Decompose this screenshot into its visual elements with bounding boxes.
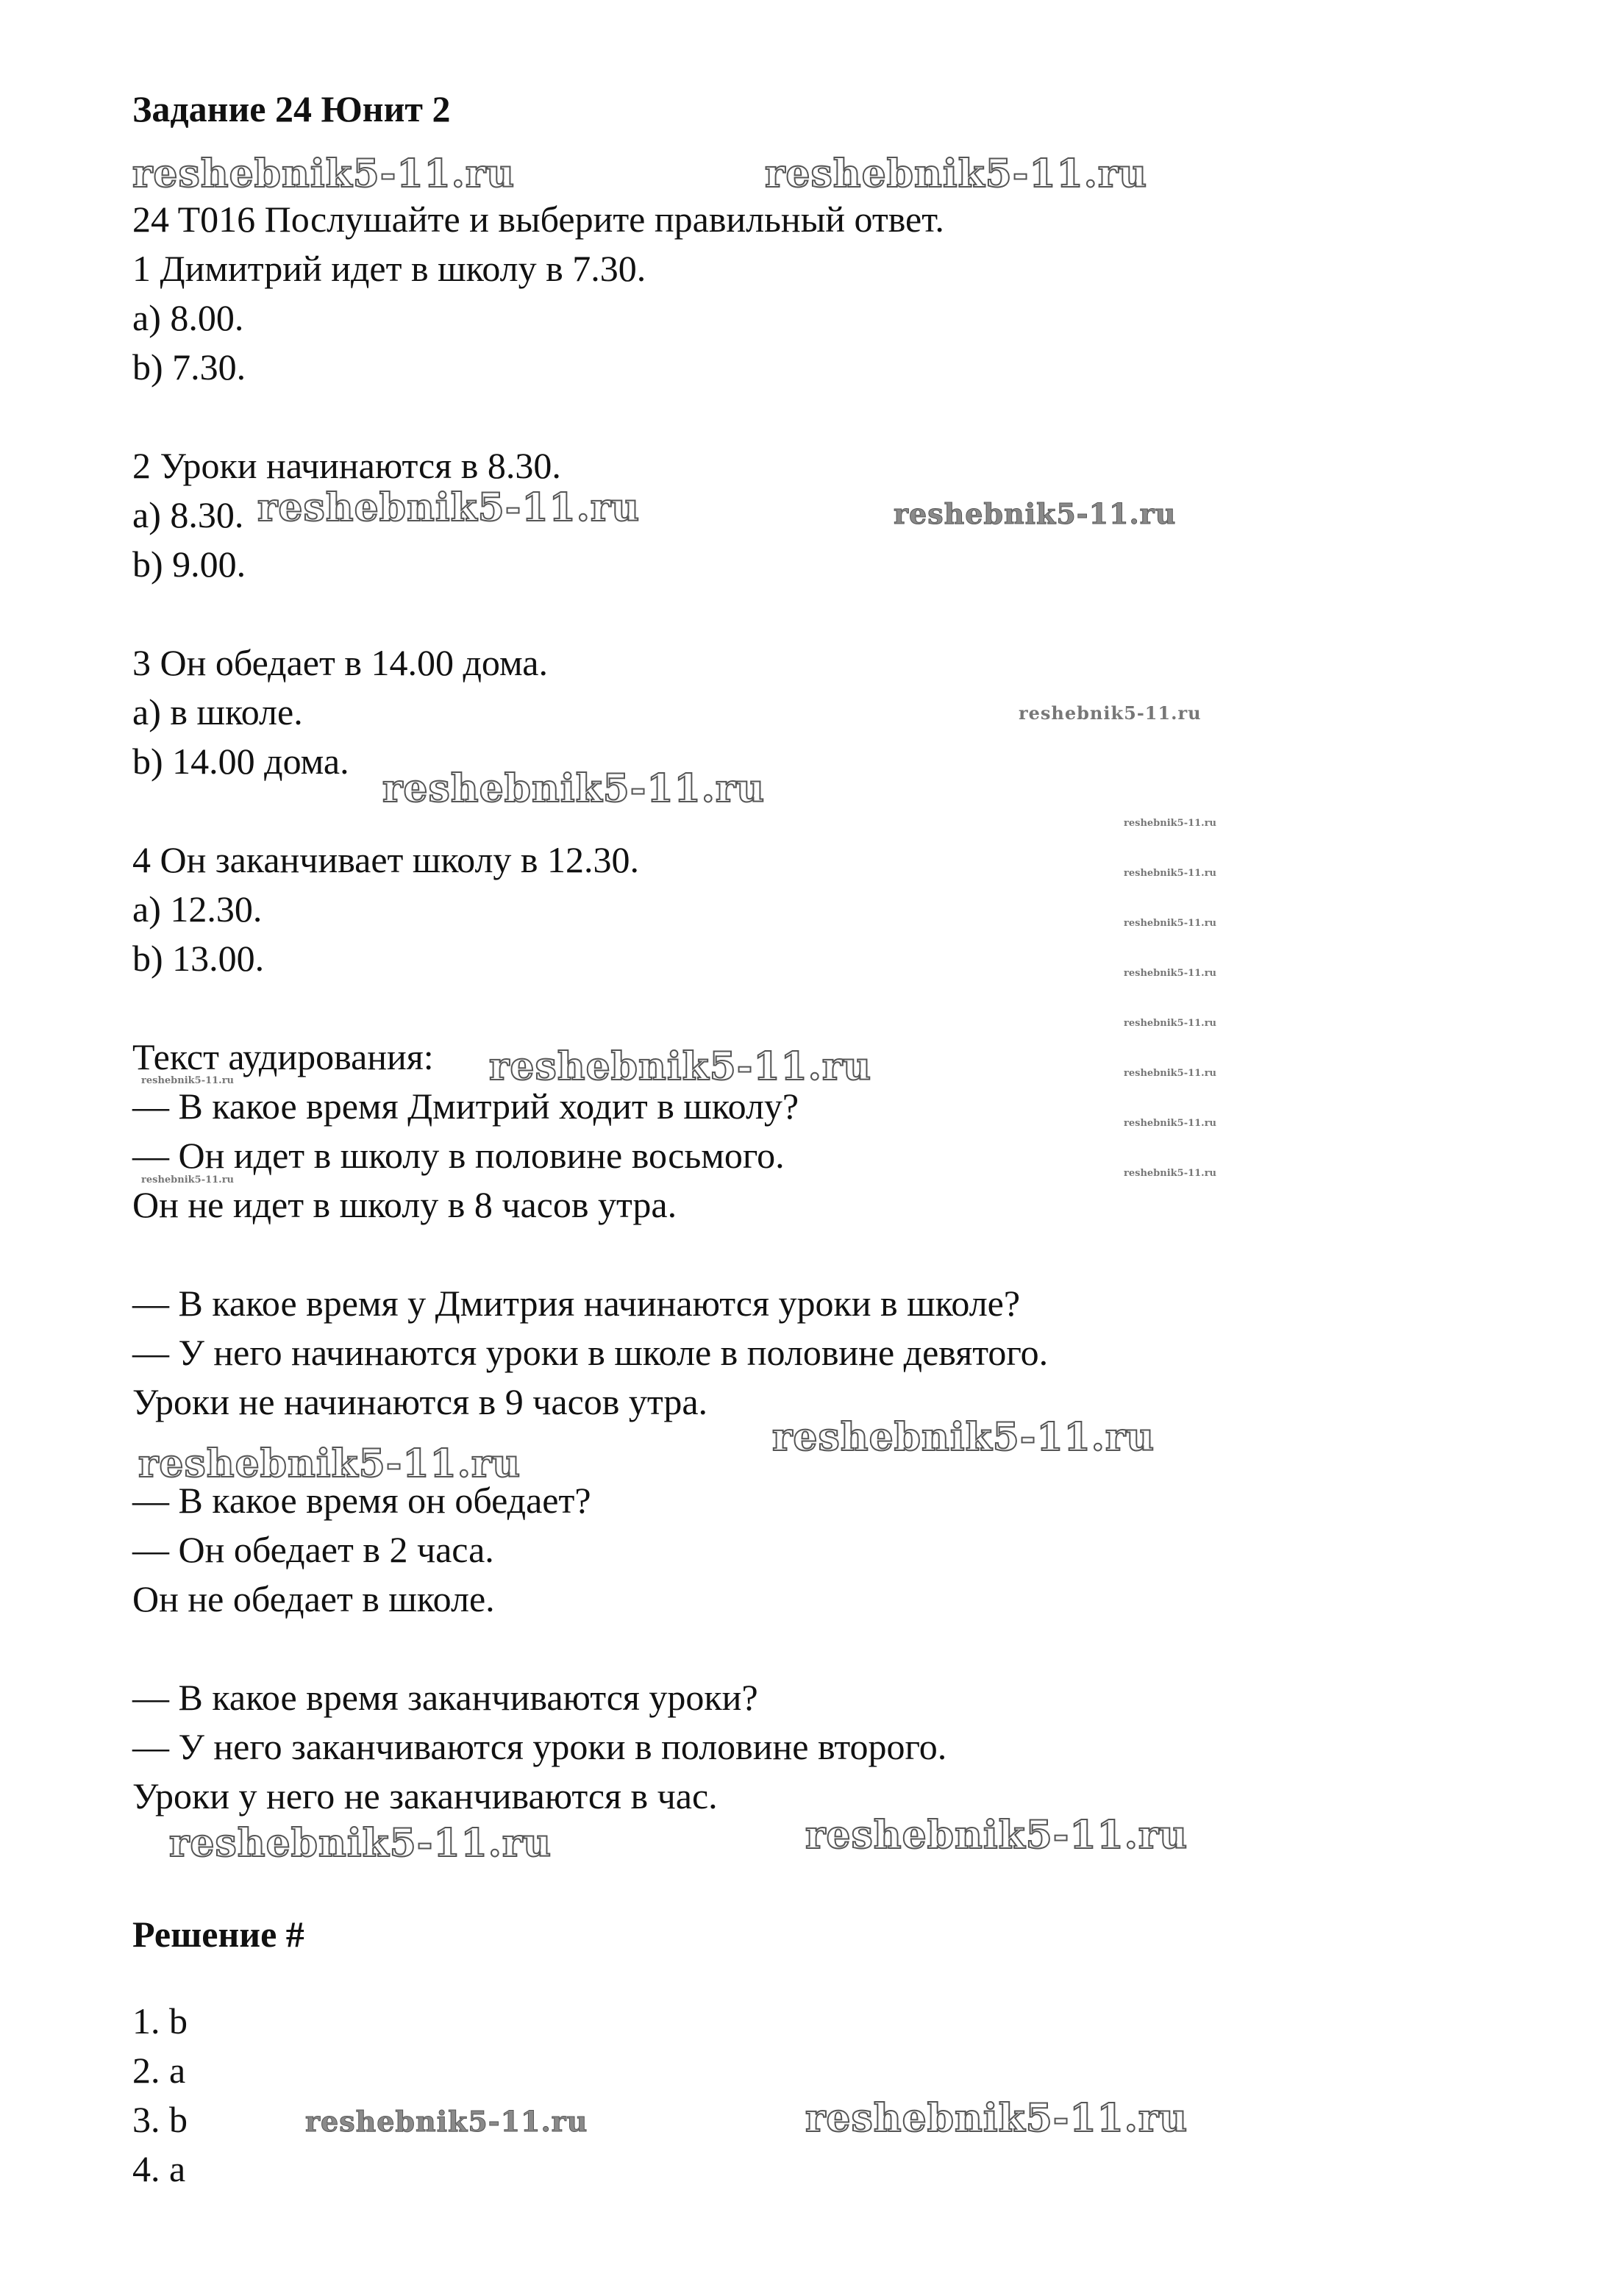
watermark: reshebnik5-11.ru [305,2105,588,2138]
transcript-heading: Текст аудирования: [132,1036,434,1077]
transcript-line: — У него заканчиваются уроки в половине второго. [132,1726,947,1767]
watermark: reshebnik5-11.ru [382,766,766,811]
transcript-line: — В какое время Дмитрий ходит в школу? [132,1085,799,1127]
transcript-line: Он не обедает в школе. [132,1578,495,1619]
question-2-option-a: a) 8.30. [132,494,244,535]
question-1-statement: 1 Димитрий идет в школу в 7.30. [132,248,646,289]
solution-heading: Решение # [132,1914,304,1955]
transcript-line: — Он идет в школу в половине восьмого. [132,1135,785,1176]
task-instruction: 24 T016 Послушайте и выберите правильный ответ. [132,199,944,240]
watermark: reshebnik5-11.ru [805,2096,1188,2141]
question-4-option-a: a) 12.30. [132,888,263,930]
transcript-line: — У него начинаются уроки в школе в половине девятого. [132,1332,1049,1373]
watermark: reshebnik5-11.ru [1124,918,1217,929]
watermark: reshebnik5-11.ru [257,485,641,530]
watermark: reshebnik5-11.ru [169,1821,552,1866]
transcript-line: Уроки не начинаются в 9 часов утра. [132,1381,708,1422]
watermark: reshebnik5-11.ru [1124,868,1217,879]
question-4-statement: 4 Он заканчивает школу в 12.30. [132,839,640,880]
question-3-statement: 3 Он обедает в 14.00 дома. [132,642,548,683]
solution-answer: 1. b [132,2000,188,2042]
question-3-option-b: b) 14.00 дома. [132,741,349,782]
watermark: reshebnik5-11.ru [1124,1018,1217,1029]
question-3-option-a: a) в школе. [132,691,303,732]
transcript-line: Он не идет в школу в 8 часов утра. [132,1184,677,1225]
watermark: reshebnik5-11.ru [1124,818,1217,829]
watermark: reshebnik5-11.ru [772,1415,1155,1460]
watermark: reshebnik5-11.ru [138,1441,521,1486]
watermark: reshebnik5-11.ru [1124,1168,1217,1179]
watermark: reshebnik5-11.ru [894,497,1177,530]
question-1-option-a: a) 8.00. [132,297,244,338]
transcript-line: — Он обедает в 2 часа. [132,1529,494,1570]
page-title: Задание 24 Юнит 2 [132,88,451,129]
transcript-line: — В какое время он обедает? [132,1480,591,1521]
question-4-option-b: b) 13.00. [132,938,265,979]
watermark: reshebnik5-11.ru [1124,968,1217,979]
watermark: reshebnik5-11.ru [805,1813,1188,1858]
watermark: reshebnik5-11.ru [1124,1068,1217,1079]
watermark: reshebnik5-11.ru [765,151,1148,196]
watermark: reshebnik5-11.ru [1019,702,1202,724]
solution-answer: 3. b [132,2099,188,2140]
question-1-option-b: b) 7.30. [132,346,246,388]
question-2-option-b: b) 9.00. [132,543,246,585]
solution-answer: 2. a [132,2050,186,2091]
watermark: reshebnik5-11.ru [1124,1118,1217,1129]
watermark: reshebnik5-11.ru [489,1044,872,1089]
watermark: reshebnik5-11.ru [141,1174,235,1186]
watermark: reshebnik5-11.ru [141,1075,235,1086]
solution-answer: 4. a [132,2148,186,2189]
question-2-statement: 2 Уроки начинаются в 8.30. [132,445,561,486]
watermark: reshebnik5-11.ru [132,151,516,196]
transcript-line: Уроки у него не заканчиваются в час. [132,1775,718,1817]
transcript-line: — В какое время у Дмитрия начинаются уроки в школе? [132,1283,1021,1324]
transcript-line: — В какое время заканчиваются уроки? [132,1677,758,1718]
